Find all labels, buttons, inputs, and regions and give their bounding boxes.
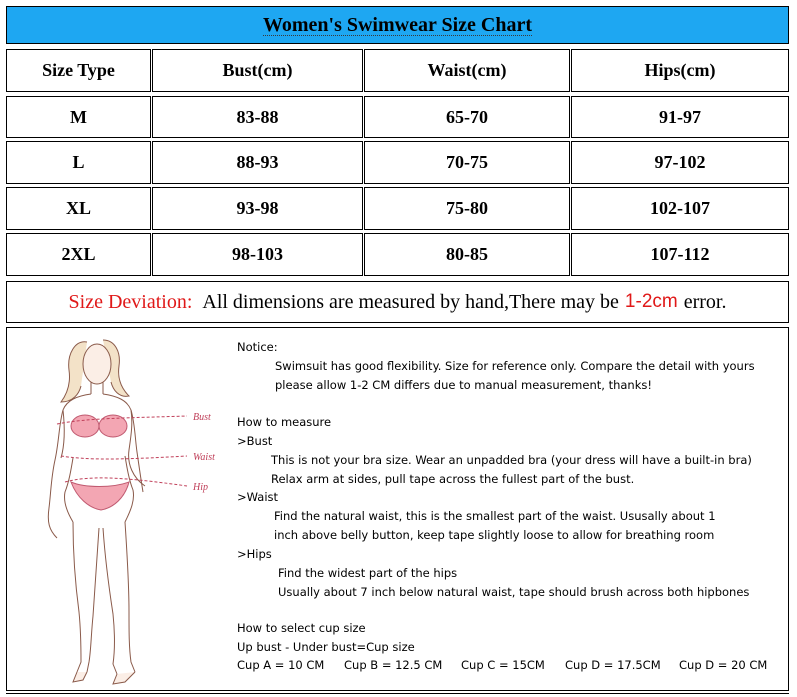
table-cell: 70-75: [364, 141, 570, 184]
measurement-notes-panel: [6, 327, 789, 691]
deviation-range: 1-2cm: [624, 291, 678, 312]
notice-line-2: please allow 1-2 CM differs due to manual measurement, thanks!: [275, 378, 652, 392]
notice-line-1: Swimsuit has good flexibility. Size for reference only. Compare the detail with yours: [275, 359, 755, 373]
table-header-cell: Hips(cm): [571, 49, 789, 92]
table-cell: 102-107: [571, 187, 789, 230]
cup-heading: How to select cup size: [237, 621, 366, 635]
table-cell: 83-88: [152, 96, 363, 138]
hips-line-1: Find the widest part of the hips: [278, 566, 458, 580]
deviation-suffix: error.: [683, 290, 727, 313]
table-cell: 107-112: [571, 233, 789, 276]
size-type-cell: 2XL: [6, 233, 151, 276]
table-cell: 97-102: [571, 141, 789, 184]
bust-heading: >Bust: [237, 434, 273, 448]
table-cell: 88-93: [152, 141, 363, 184]
bust-line-1: This is not your bra size. Wear an unpadded bra (your dress will have a built-in bra): [271, 453, 752, 467]
size-type-cell: XL: [6, 187, 151, 230]
table-cell: 98-103: [152, 233, 363, 276]
hips-heading: >Hips: [237, 547, 272, 561]
bust-line-2: Relax arm at sides, pull tape across the fullest part of the bust.: [271, 472, 635, 486]
chart-title-text: Women's Swimwear Size Chart: [262, 13, 533, 36]
table-cell: 93-98: [152, 187, 363, 230]
waist-label: Waist: [193, 452, 215, 463]
bottom-border: [6, 693, 789, 694]
hip-label: Hip: [193, 482, 208, 493]
waist-line-2: inch above belly button, keep tape slightly loose to allow for breathing room: [274, 528, 715, 542]
table-header-cell: Waist(cm): [364, 49, 570, 92]
size-type-cell: L: [6, 141, 151, 184]
measure-heading: How to measure: [237, 415, 332, 429]
chart-title: [6, 6, 789, 44]
table-cell: 80-85: [364, 233, 570, 276]
table-cell: 75-80: [364, 187, 570, 230]
table-cell: 65-70: [364, 96, 570, 138]
deviation-text: All dimensions are measured by hand,There may be: [202, 290, 619, 313]
table-header-cell: Size Type: [6, 49, 151, 92]
cup-c: Cup C = 15CM: [461, 658, 545, 672]
cup-a: Cup A = 10 CM: [237, 658, 325, 672]
notice-heading: Notice:: [237, 340, 278, 354]
hips-line-2: Usually about 7 inch below natural waist, tape should brush across both hipbones: [278, 585, 750, 599]
waist-line-1: Find the natural waist, this is the smallest part of the waist. Ususally about 1: [274, 509, 716, 523]
woman-figure-illustration: [17, 332, 227, 687]
deviation-label: Size Deviation:: [68, 290, 193, 313]
size-type-cell: M: [6, 96, 151, 138]
size-deviation-note: [6, 281, 789, 323]
bust-label: Bust: [193, 412, 211, 423]
cup-formula: Up bust - Under bust=Cup size: [237, 640, 415, 654]
table-cell: 91-97: [571, 96, 789, 138]
cup-b: Cup B = 12.5 CM: [344, 658, 443, 672]
cup-e: Cup D = 20 CM: [679, 658, 768, 672]
table-header-cell: Bust(cm): [152, 49, 363, 92]
waist-heading: >Waist: [237, 490, 279, 504]
cup-d: Cup D = 17.5CM: [565, 658, 661, 672]
